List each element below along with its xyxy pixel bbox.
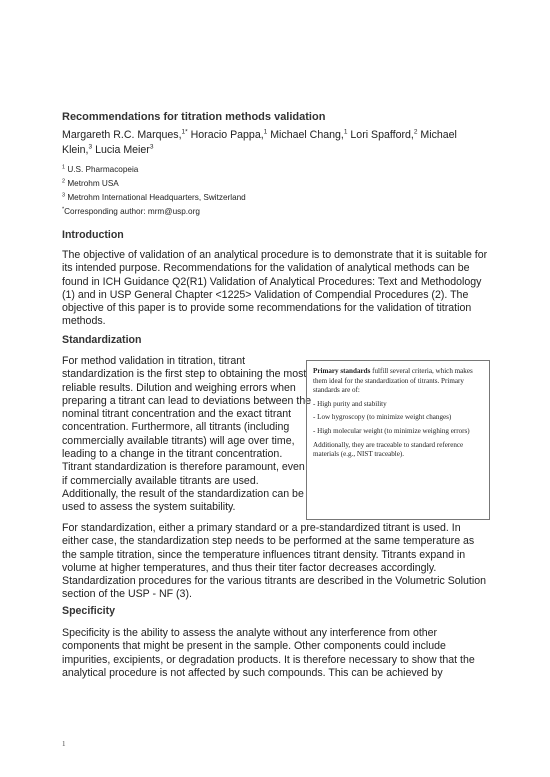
section-heading-standardization: Standardization [62, 334, 142, 346]
page-number: 1 [62, 740, 66, 748]
author-affil-sup: 1 [343, 128, 348, 136]
affiliation-1: $^1$ U.S. Pharmacopeia [62, 164, 139, 174]
section-heading-introduction: Introduction [62, 229, 124, 241]
paper-title: Recommendations for titration methods validation [62, 111, 326, 123]
author-affil-sup: 3 [149, 143, 154, 151]
author-name: Michael Chang, [267, 129, 344, 141]
affiliation-3: $^3$ Metrohm International Headquarters, Switzerland [62, 192, 246, 202]
author-affil-sup: 1* [181, 128, 188, 136]
corresponding-author: *Corresponding author: mrm@usp.org [62, 206, 200, 216]
standardization-paragraph-2: For standardization, either a primary standard or a pre-standardized titrant is used. In either case, the standardization step needs to be performed at the same temperature as the sample titration, since the temperature influences titrant density. Titrants expand in volume at higher temperatures, and thus their titer factor decreases accordingly. Standardization procedures for the various titrants are described in the Volumetric Solution section of the USP - NF (3). [62, 522, 486, 601]
author-name: Michael [417, 129, 457, 141]
author-name: Margareth R.C. Marques, [62, 129, 182, 141]
box-bullet: - High purity and stability [313, 399, 387, 408]
author-list [62, 128, 492, 158]
standardization-paragraph: For method validation in titration, titrant standardization is the first step to obtaining the most reliable results. Dilution and weighing errors when preparing a titrant can lead to deviations between the nominal titrant concentration and the exact titrant concentration. Furthermore, all titrants (including commercially available titrants) will age over time, leading to a change in the titrant concentration. Titrant standardization is therefore paramount, even if commercially available titrants are used. Additionally, the result of the standardization can be used to assess the system suitability. [62, 355, 312, 514]
box-bullet: - Low hygroscopy (to minimize weight changes) [313, 413, 452, 422]
section-heading-specificity: Specificity [62, 605, 115, 617]
author-name: Lori Spafford, [347, 129, 414, 141]
specificity-paragraph: Specificity is the ability to assess the analyte without any interference from other components that might be present in the sample. Other components could include impurities, excipients, or degradation products. It is therefore necessary to show that the analytical procedure is not affected by such compounds. This can be achieved by [62, 627, 475, 679]
box-bullet: - High molecular weight (to minimize weighing errors) [313, 426, 470, 435]
author-name: Klein, [62, 144, 89, 156]
author-affil-sup: 1 [263, 128, 268, 136]
primary-standards-box [306, 360, 490, 520]
author-name: Horacio Pappa, [187, 129, 264, 141]
affiliation-2: $^2$ Metrohm USA [62, 178, 119, 188]
author-name: Lucia Meier [92, 144, 150, 156]
author-affil-sup: 3 [88, 143, 93, 151]
author-affil-sup: 2 [413, 128, 418, 136]
box-intro: Primary standards fulfill several criteria, which makes them ideal for the standardization of titrants. Primary standards are of: [313, 367, 473, 395]
introduction-paragraph: The objective of validation of an analytical procedure is to demonstrate that it is suitable for its intended purpose. Recommendations for the validation of analytical methods can be found in ICH Guidance Q2(R1) Validation of Analytical Procedures: Text and Methodology (1) and in USP General Chapter <1225> Validation of Compendial Procedures (2). The objective of this paper is to provide some recommendations for the validation of titration methods. [62, 249, 488, 328]
box-closing: Additionally, they are traceable to standard reference materials (e.g., NIST traceable). [313, 440, 464, 459]
